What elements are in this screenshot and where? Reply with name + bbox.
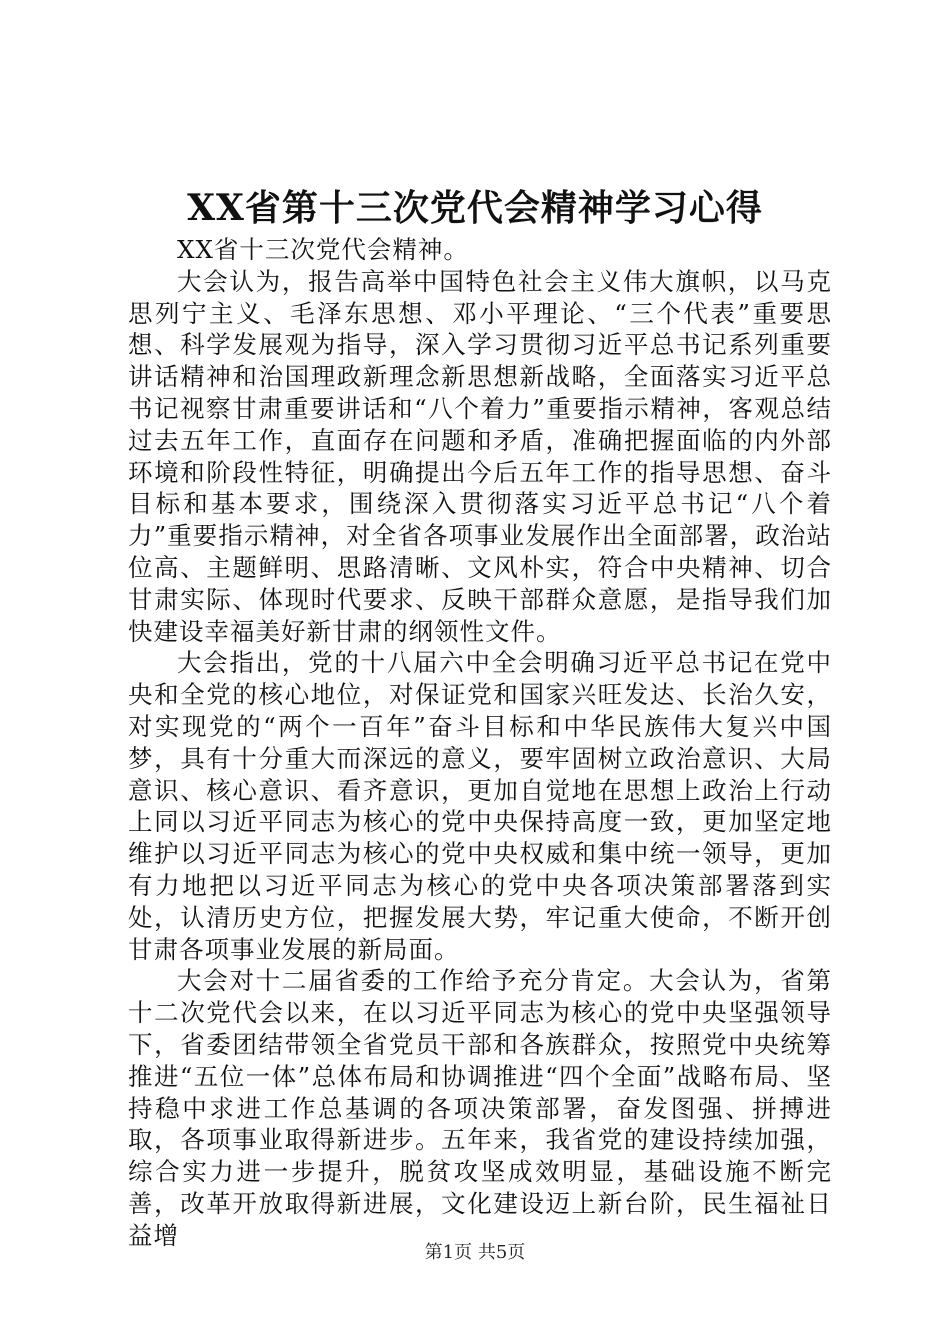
paragraph-report: 大会认为，报告高举中国特色社会主义伟大旗帜，以马克思列宁主义、毛泽东思想、邓小平理论、“三个代表”重要思想、科学发展观为指导，深入学习贯彻习近平总书记系列重要讲话精神和治国理政新理念新思想新战略，全面落实习近平总书记视察甘肃重要讲话和“八个着力”重要指示精神，客观总结过去五年工作，直面存在问题和矛盾，准确把握面临的内外部环境和阶段性特征，明确提出今后五年工作的指导思想、奋斗目标和基本要求，围绕深入贯彻落实习近平总书记“八个着力”重要指示精神，对全省各项事业发展作出全面部署，政治站位高、主题鲜明、思路清晰、文风朴实，符合中央精神、切合甘肃实际、体现时代要求、反映干部群众意愿，是指导我们加快建设幸福美好新甘肃的纲领性文件。	[128, 266, 832, 646]
document-body	[128, 234, 832, 1252]
page-footer: 第1页 共5页	[424, 1242, 526, 1263]
document-title: XX省第十三次党代会精神学习心得	[187, 187, 763, 229]
paragraph-core: 大会指出，党的十八届六中全会明确习近平总书记在党中央和全党的核心地位，对保证党和国家兴旺发达、长治久安，对实现党的“两个一百年”奋斗目标和中华民族伟大复兴中国梦，具有十分重大而深远的意义，要牢固树立政治意识、大局意识、核心意识、看齐意识，更加自觉地在思想上政治上行动上同以习近平同志为核心的党中央保持高度一致，更加坚定地维护以习近平同志为核心的党中央权威和集中统一领导，更加有力地把以习近平同志为核心的党中央各项决策部署落到实处，认清历史方位，把握发展大势，牢记重大使命，不断开创甘肃各项事业发展的新局面。	[128, 648, 832, 964]
paragraph-intro: XX省十三次党代会精神。	[177, 235, 469, 264]
paragraph-review: 大会对十二届省委的工作给予充分肯定。大会认为，省第十二次党代会以来，在以习近平同志为核心的党中央坚强领导下，省委团结带领全省党员干部和各族群众，按照党中央统筹推进“五位一体”总体布局和协调推进“四个全面”战略布局、坚持稳中求进工作总基调的各项决策部署，奋发图强、拼搏进取，各项事业取得新进步。五年来，我省党的建设持续加强，综合实力进一步提升，脱贫攻坚成效明显，基础设施不断完善，改革开放取得新进展，文化建设迈上新台阶，民生福祉日益增	[128, 966, 832, 1250]
